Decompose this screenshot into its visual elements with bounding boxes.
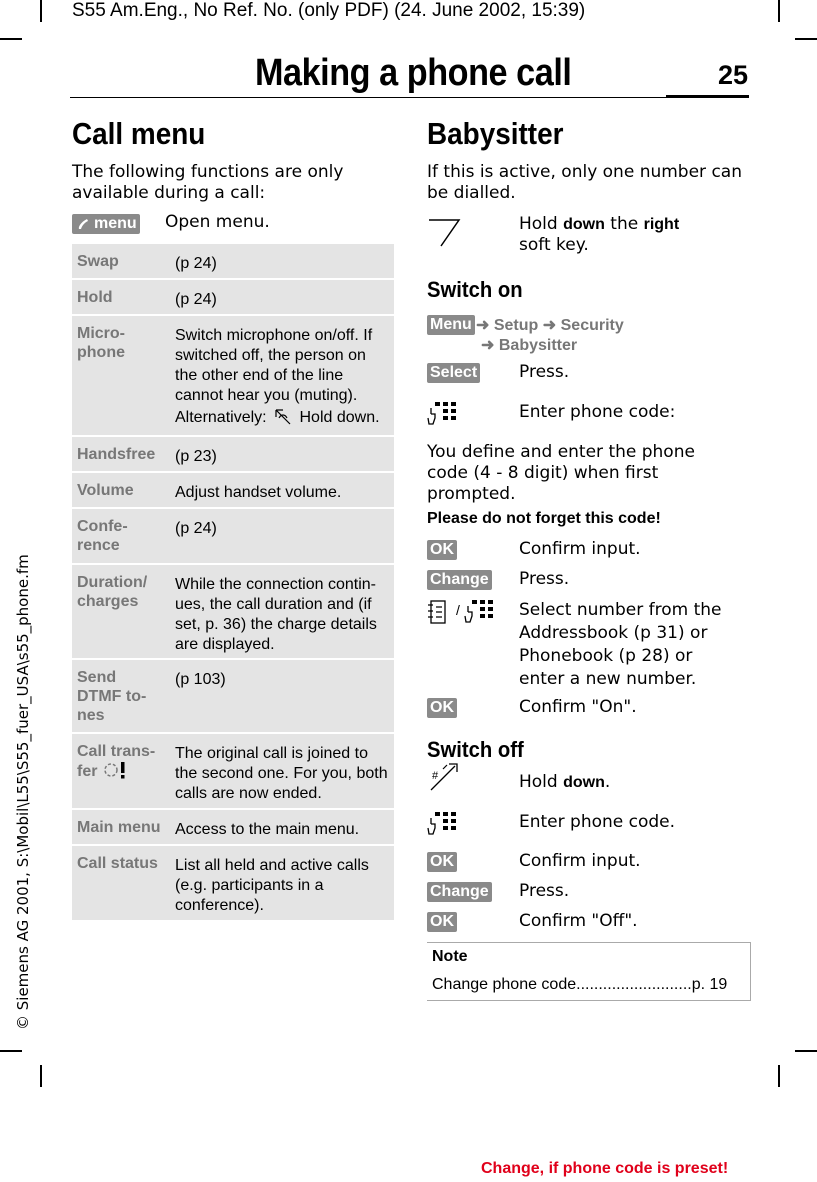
crop-mark bbox=[795, 38, 817, 40]
select-number-desc: Select number from the Addressbook (p 31) or Phonebook (p 28) or enter a new number. bbox=[519, 600, 722, 689]
row-label: Send DTMF to-nes bbox=[77, 669, 147, 724]
row-label: Main menu bbox=[77, 819, 161, 836]
menu-desc: Open menu. bbox=[165, 212, 270, 232]
ok-key: OK bbox=[427, 912, 457, 932]
code-explain: You define and enter the phone code (4 - 8 digit) when first prompted. bbox=[427, 442, 695, 504]
row-label bbox=[77, 742, 159, 781]
right-word: right bbox=[643, 216, 680, 233]
row-value: (p 24) bbox=[175, 255, 217, 272]
row-value: (p 103) bbox=[175, 671, 226, 688]
note-box bbox=[427, 942, 751, 1001]
end-key-icon bbox=[273, 408, 293, 426]
note-entry bbox=[432, 976, 727, 994]
crop-mark bbox=[0, 1050, 22, 1052]
row-label: Call status bbox=[77, 855, 158, 872]
table-row bbox=[72, 314, 394, 435]
down-word: down bbox=[563, 216, 605, 233]
menu-key-label: menu bbox=[94, 215, 137, 232]
row-label: Hold bbox=[77, 289, 113, 306]
row-label: Confe-rence bbox=[77, 518, 128, 554]
row-label: Handsfree bbox=[77, 446, 156, 463]
keypad-icon bbox=[427, 810, 459, 842]
row-value: (p 23) bbox=[175, 448, 217, 465]
network-service-icon bbox=[102, 761, 132, 779]
switch-on-heading: Switch on bbox=[427, 277, 523, 302]
switch-off-heading: Switch off bbox=[427, 737, 524, 762]
select-desc: Press. bbox=[519, 362, 570, 382]
call-transfer-label: Call trans-fer bbox=[77, 743, 156, 780]
ok-desc: Confirm input. bbox=[519, 539, 641, 559]
addressbook-keypad-icon bbox=[427, 598, 495, 630]
phone-handset-icon bbox=[76, 217, 90, 231]
running-header: S55 Am.Eng., No Ref. No. (only PDF) (24. June 2002, 15:39) bbox=[72, 0, 586, 21]
babysitter-intro: If this is active, only one number can be dialled. bbox=[427, 162, 742, 203]
menu-path-2 bbox=[481, 335, 577, 355]
page-title: Making a phone call bbox=[255, 52, 572, 94]
arrow-right-icon: ➜ bbox=[476, 317, 490, 334]
confirm-off-desc: Confirm "Off". bbox=[519, 911, 638, 931]
row-value: While the connection contin-ues, the call duration and (if set, p. 36) the charge details are displayed. bbox=[175, 576, 377, 653]
change-desc: Press. bbox=[519, 569, 570, 589]
hold-down-desc bbox=[519, 772, 610, 793]
ok-key: OK bbox=[427, 852, 457, 872]
table-row bbox=[72, 844, 394, 920]
keypad-icon bbox=[427, 400, 459, 432]
note-title: Note bbox=[432, 948, 468, 965]
change-key: Change bbox=[427, 882, 492, 902]
crop-mark bbox=[778, 1065, 780, 1087]
row-value: Adjust handset volume. bbox=[175, 484, 342, 501]
alternatively-label: Alternatively: bbox=[175, 409, 267, 426]
alternative-line bbox=[175, 408, 380, 427]
enter-code-desc: Enter phone code. bbox=[519, 812, 676, 832]
note-text: Change phone code bbox=[432, 976, 577, 993]
change-desc: Press. bbox=[519, 881, 570, 901]
babysitter-heading: Babysitter bbox=[427, 116, 564, 151]
down-word: down bbox=[563, 774, 605, 791]
table-row bbox=[72, 242, 394, 278]
ok-key: OK bbox=[427, 698, 457, 718]
note-leader: .......................... bbox=[576, 976, 692, 993]
sidebar-copyright: © Siemens AG 2001, S:\Mobil\L55\S55_fuer_USA\s55_phone.fm bbox=[14, 554, 32, 1030]
ok-key: OK bbox=[427, 540, 457, 560]
crop-mark bbox=[40, 1065, 42, 1087]
table-row bbox=[72, 507, 394, 563]
svg-text:#: # bbox=[432, 770, 439, 782]
row-value: The original call is joined to the second one. For you, both calls are now ended. bbox=[175, 745, 388, 802]
path-babysitter: Babysitter bbox=[498, 337, 578, 354]
crop-mark bbox=[778, 0, 780, 22]
row-label: Swap bbox=[77, 253, 119, 270]
table-row bbox=[72, 471, 394, 507]
table-row bbox=[72, 563, 394, 658]
row-value: Switch microphone on/off. If switched off, the person on the other end of the line cannot hear you (muting). bbox=[175, 327, 373, 404]
menu-path bbox=[476, 315, 624, 335]
hold-right-softkey bbox=[519, 214, 719, 256]
table-row bbox=[72, 278, 394, 314]
table-row bbox=[72, 808, 394, 844]
row-value: Access to the main menu. bbox=[175, 821, 360, 838]
row-value: List all held and active calls (e.g. participants in a conference). bbox=[175, 857, 369, 914]
arrow-right-icon: ➜ bbox=[542, 317, 557, 334]
title-rule bbox=[70, 97, 666, 98]
crop-mark bbox=[40, 0, 42, 22]
red-change-note: Change, if phone code is preset! bbox=[481, 1160, 729, 1177]
call-menu-intro: The following functions are only available during a call: bbox=[72, 162, 344, 203]
hold-down-label: Hold down. bbox=[299, 409, 380, 426]
call-menu-table bbox=[72, 242, 394, 920]
path-security: Security bbox=[560, 317, 624, 334]
ok-desc: Confirm input. bbox=[519, 851, 641, 871]
change-key: Change bbox=[427, 570, 492, 590]
row-label: Volume bbox=[77, 482, 134, 499]
crop-mark bbox=[0, 38, 22, 40]
page-number-rule bbox=[666, 95, 749, 98]
the-word: the bbox=[604, 214, 644, 234]
page-number: 25 bbox=[718, 60, 749, 90]
code-warning: Please do not forget this code! bbox=[427, 510, 661, 527]
path-setup: Setup bbox=[493, 317, 539, 334]
svg-text:/: / bbox=[456, 602, 460, 618]
arrow-right-icon: ➜ bbox=[481, 337, 495, 354]
table-row bbox=[72, 732, 394, 808]
note-page-ref: p. 19 bbox=[691, 976, 728, 993]
hold-word: Hold bbox=[519, 214, 564, 234]
hash-key-icon bbox=[427, 762, 459, 792]
confirm-on-desc: Confirm "On". bbox=[519, 697, 637, 717]
table-row bbox=[72, 658, 394, 732]
right-soft-key-icon bbox=[427, 216, 461, 250]
row-value: (p 24) bbox=[175, 291, 217, 308]
period: . bbox=[604, 772, 611, 792]
menu-key bbox=[72, 214, 140, 234]
table-row bbox=[72, 435, 394, 471]
menu-path-key: Menu bbox=[427, 315, 475, 335]
crop-mark bbox=[795, 1050, 817, 1052]
soft-key-word: soft key. bbox=[519, 235, 589, 255]
enter-code-desc: Enter phone code: bbox=[519, 402, 676, 422]
select-key: Select bbox=[427, 363, 480, 383]
row-label: Duration/ charges bbox=[77, 574, 148, 610]
row-value: (p 24) bbox=[175, 520, 217, 537]
hold-word: Hold bbox=[519, 772, 564, 792]
call-menu-heading: Call menu bbox=[72, 116, 206, 151]
row-label: Micro-phone bbox=[77, 325, 125, 361]
